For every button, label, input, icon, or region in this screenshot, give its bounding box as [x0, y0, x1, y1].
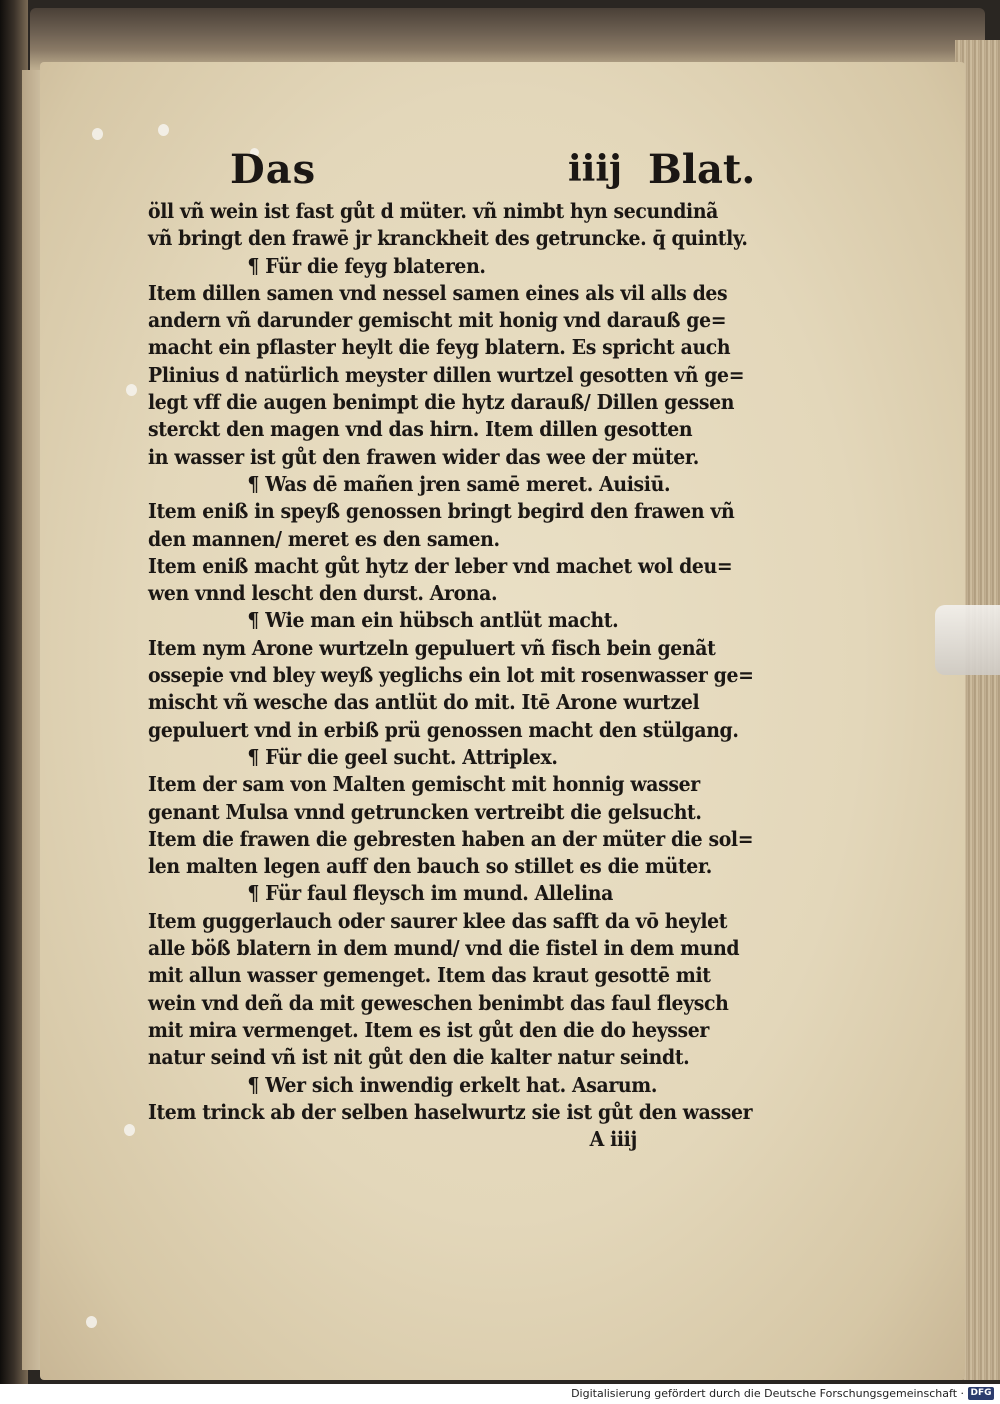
text-body — [148, 198, 768, 1153]
text-line: Item dillen samen vnd nessel samen eines als vil alls des — [148, 280, 728, 305]
text-line: Plinius d natürlich meyster dillen wurtzel gesotten vñ ge= — [148, 362, 745, 387]
text-line: vñ bringt den frawē jr kranckheit des getruncke. q̄ quintly. — [148, 226, 748, 251]
paper-hole — [124, 1124, 135, 1136]
text-line: Item die frawen die gebresten haben an der müter die sol= — [148, 826, 754, 851]
text-line: macht ein pflaster heylt die feyg blatern. Es spricht auch — [148, 335, 731, 360]
text-line: Item der sam von Malten gemischt mit honnig wasser — [148, 772, 700, 797]
paper-hole — [92, 128, 103, 140]
footer-bar — [0, 1384, 1000, 1404]
text-line: gepuluert vnd in erbiß prü genossen macht den stülgang. — [148, 717, 739, 742]
text-line: genant Mulsa vnnd getruncken vertreibt die gelsucht. — [148, 799, 702, 824]
text-line: Item guggerlauch oder saurer klee das safft da vō heylet — [148, 908, 728, 933]
paper-hole — [126, 384, 137, 396]
signature-mark: A iiij — [589, 1127, 637, 1152]
header-left: Das — [230, 146, 317, 193]
text-line: natur seind vñ ist nit gůt den die kalter natur seindt. — [148, 1045, 690, 1070]
funding-credit: Digitalisierung gefördert durch die Deutsche Forschungsgemeinschaft · — [571, 1387, 964, 1400]
section-heading: ¶ Für die feyg blateren. — [247, 253, 486, 278]
text-line: wen vnnd lescht den durst. Arona. — [148, 581, 498, 606]
text-line: legt vff die augen benimpt die hytz darauß/ Dillen gessen — [148, 390, 735, 415]
text-line: Item eniß in speyß genossen bringt begird den frawen vñ — [148, 499, 735, 524]
text-line: wein vnd deñ da mit geweschen benimbt das faul fleysch — [148, 990, 729, 1015]
text-line: in wasser ist gůt den frawen wider das wee der müter. — [148, 444, 699, 469]
header-folio: iiij — [568, 148, 623, 190]
section-heading: ¶ Wer sich inwendig erkelt hat. Asarum. — [247, 1072, 658, 1097]
dfg-logo: DFG — [968, 1387, 994, 1400]
page-text — [148, 146, 768, 1153]
text-line: len malten legen auff den bauch so stillet es die müter. — [148, 854, 712, 879]
section-heading: ¶ Wie man ein hübsch antlüt macht. — [247, 608, 619, 633]
text-line: mit mira vermenget. Item es ist gůt den die do heysser — [148, 1017, 709, 1042]
text-line: alle böß blatern in dem mund/ vnd die fistel in dem mund — [148, 936, 740, 961]
text-line: sterckt den magen vnd das hirn. Item dillen gesotten — [148, 417, 693, 442]
text-line: Item trinck ab der selben haselwurtz sie ist gůt den wasser — [148, 1099, 753, 1124]
header-right: Blat. — [648, 146, 756, 193]
text-line: mischt vñ wesche das antlüt do mit. Itē Arone wurtzel — [148, 690, 700, 715]
paper-hole — [86, 1316, 97, 1328]
text-line: ossepie vnd bley weyß yeglichs ein lot mit rosenwasser ge= — [148, 663, 754, 688]
text-line: öll vñ wein ist fast gůt d müter. vñ nimbt hyn secundinã — [148, 199, 719, 223]
text-line: den mannen/ meret es den samen. — [148, 526, 500, 551]
text-line: Item nym Arone wurtzeln gepuluert vñ fisch bein genãt — [148, 635, 716, 660]
section-heading: ¶ Für faul fleysch im mund. Allelina — [247, 881, 613, 906]
page-marker-tab — [935, 605, 1000, 675]
text-line: Item eniß macht gůt hytz der leber vnd machet wol deu= — [148, 553, 733, 578]
section-heading: ¶ Was dē mañen jren samē meret. Auisiū. — [247, 471, 671, 496]
text-line: andern vñ darunder gemischt mit honig vnd darauß ge= — [148, 308, 727, 333]
section-heading: ¶ Für die geel sucht. Attriplex. — [247, 744, 558, 769]
running-header — [148, 146, 768, 198]
paper-hole — [158, 124, 169, 136]
text-line: mit allun wasser gemenget. Item das kraut gesottē mit — [148, 963, 711, 988]
